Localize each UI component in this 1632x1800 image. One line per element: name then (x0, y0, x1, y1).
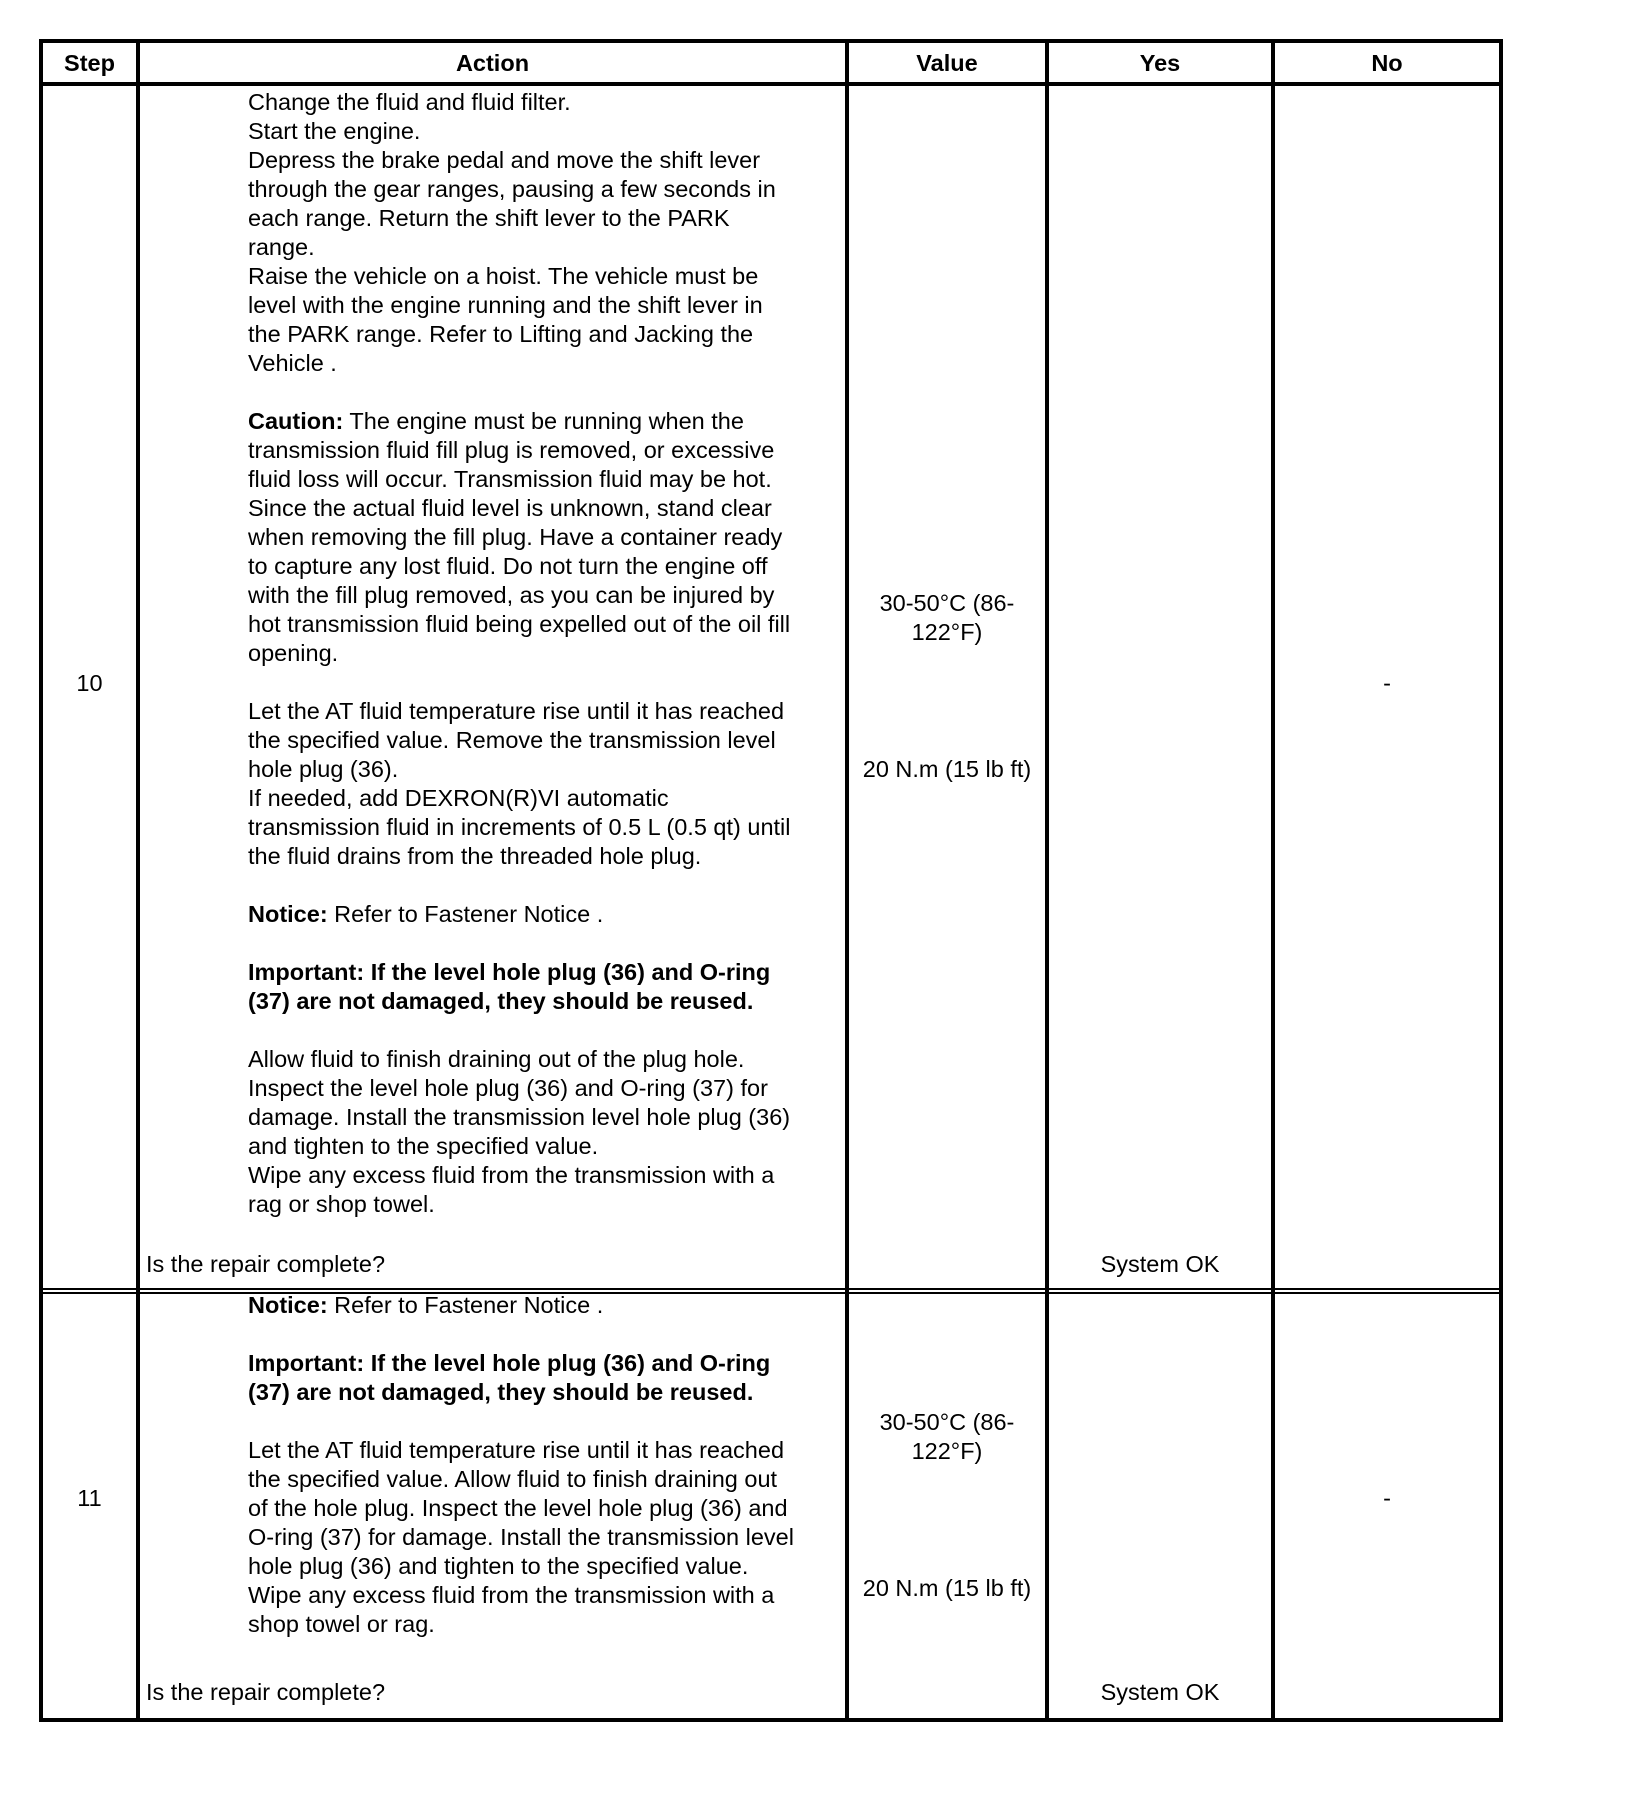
header-action: Action (455, 49, 530, 76)
text-line: O-ring (37) for damage. Install the transmission level (248, 1524, 794, 1550)
header-step: Step (64, 49, 115, 76)
text-line: shop towel or rag. (248, 1611, 435, 1637)
text-line: Since the actual fluid level is unknown, stand clear (248, 495, 772, 521)
text-line: Vehicle . (248, 350, 337, 376)
text-line: damage. Install the transmission level hole plug (36) (248, 1104, 791, 1130)
row10-paragraph-install (248, 1045, 848, 1219)
table-border-right (1499, 39, 1503, 1722)
text-line: transmission fluid in increments of 0.5 L (0.5 qt) until (248, 814, 791, 840)
text-line: If needed, add DEXRON(R)VI automatic (248, 785, 669, 811)
text-line: Wipe any excess fluid from the transmission with a (248, 1582, 775, 1608)
text-line: Allow fluid to finish draining out of the plug hole. (248, 1046, 745, 1072)
row10-value-temperature (849, 589, 1045, 647)
text-line: level with the engine running and the shift lever in (248, 292, 763, 318)
text-line: Start the engine. (248, 118, 421, 144)
row10-yes: System OK (1100, 1251, 1220, 1277)
text-line (248, 900, 848, 929)
text-line: to capture any lost fluid. Do not turn the engine off (248, 553, 768, 579)
row10-paragraph-instructions (248, 88, 848, 378)
row-divider-upper (39, 1288, 1503, 1290)
text-line: transmission fluid fill plug is removed, or excessive (248, 437, 775, 463)
row11-no: - (1383, 1485, 1391, 1511)
text-line: hole plug (36). (248, 756, 399, 782)
column-divider-value-yes (1045, 39, 1049, 1722)
text-line: 122°F) (911, 1438, 983, 1464)
row11-action (248, 1291, 848, 1639)
text-line: each range. Return the shift lever to the PARK (248, 205, 730, 231)
text-line: Raise the vehicle on a hoist. The vehicle must be (248, 263, 759, 289)
text-line: (37) are not damaged, they should be reused. (248, 1379, 754, 1405)
text-line: Important: If the level hole plug (36) and O-ring (248, 1350, 771, 1376)
procedure-table (39, 39, 1503, 1722)
text-line: 30-50°C (86- (879, 590, 1015, 616)
text-line: hot transmission fluid being expelled out of the oil fill (248, 611, 791, 637)
text-line (248, 1291, 848, 1320)
text-line: Inspect the level hole plug (36) and O-ring (37) for (248, 1075, 768, 1101)
row11-value-torque: 20 N.m (15 lb ft) (862, 1575, 1032, 1601)
row10-question: Is the repair complete? (146, 1251, 386, 1277)
text-line: with the fill plug removed, as you can be injured by (248, 582, 775, 608)
row10-step: 10 (76, 670, 103, 696)
text-line: Important: If the level hole plug (36) and O-ring (248, 959, 771, 985)
row11-value-temperature (849, 1408, 1045, 1466)
row10-notice (248, 900, 848, 929)
row10-paragraph-fluid (248, 697, 848, 871)
notice-text: Refer to Fastener Notice . (327, 1292, 604, 1318)
text-line: the specified value. Allow fluid to finish draining out (248, 1466, 778, 1492)
text-line: and tighten to the specified value. (248, 1133, 599, 1159)
text-line: 30-50°C (86- (879, 1409, 1015, 1435)
table-border-bottom (39, 1718, 1503, 1722)
text-line: (37) are not damaged, they should be reused. (248, 988, 754, 1014)
text-line: Let the AT fluid temperature rise until it has reached (248, 698, 785, 724)
header-no: No (1371, 49, 1403, 76)
row10-action (248, 88, 848, 1219)
text-line: hole plug (36) and tighten to the specified value. (248, 1553, 749, 1579)
text-line: Depress the brake pedal and move the shift lever (248, 147, 761, 173)
text-line: range. (248, 234, 315, 260)
text-line: Wipe any excess fluid from the transmission with a (248, 1162, 775, 1188)
header-value: Value (916, 49, 978, 76)
text-line: the PARK range. Refer to Lifting and Jacking the (248, 321, 754, 347)
row11-yes: System OK (1100, 1679, 1220, 1705)
notice-text: Refer to Fastener Notice . (327, 901, 604, 927)
table-border-left (39, 39, 43, 1722)
caution-text: The engine must be running when the (343, 408, 744, 434)
text-line: when removing the fill plug. Have a container ready (248, 524, 783, 550)
column-divider-step-action (136, 39, 140, 1722)
row11-notice (248, 1291, 848, 1320)
notice-label: Notice: (248, 901, 328, 927)
text-line: through the gear ranges, pausing a few seconds in (248, 176, 776, 202)
row11-question: Is the repair complete? (146, 1679, 386, 1705)
row10-important (248, 958, 848, 1016)
notice-label: Notice: (248, 1292, 328, 1318)
row11-step: 11 (77, 1485, 102, 1511)
text-line: opening. (248, 640, 339, 666)
row11-important (248, 1349, 848, 1407)
text-line: Change the fluid and fluid filter. (248, 89, 571, 115)
text-line: of the hole plug. Inspect the level hole plug (36) and (248, 1495, 788, 1521)
row10-caution (248, 407, 848, 668)
text-line: the fluid drains from the threaded hole plug. (248, 843, 702, 869)
header-yes: Yes (1139, 49, 1181, 76)
text-line: 122°F) (911, 619, 983, 645)
text-line: Let the AT fluid temperature rise until it has reached (248, 1437, 785, 1463)
text-line (248, 407, 848, 436)
row10-no: - (1383, 670, 1391, 696)
text-line: rag or shop towel. (248, 1191, 435, 1217)
row10-value-torque: 20 N.m (15 lb ft) (862, 756, 1032, 782)
text-line: the specified value. Remove the transmission level (248, 727, 776, 753)
row11-paragraph-fluid (248, 1436, 848, 1639)
caution-label: Caution: (248, 408, 344, 434)
text-line: fluid loss will occur. Transmission fluid may be hot. (248, 466, 772, 492)
column-divider-yes-no (1271, 39, 1275, 1722)
